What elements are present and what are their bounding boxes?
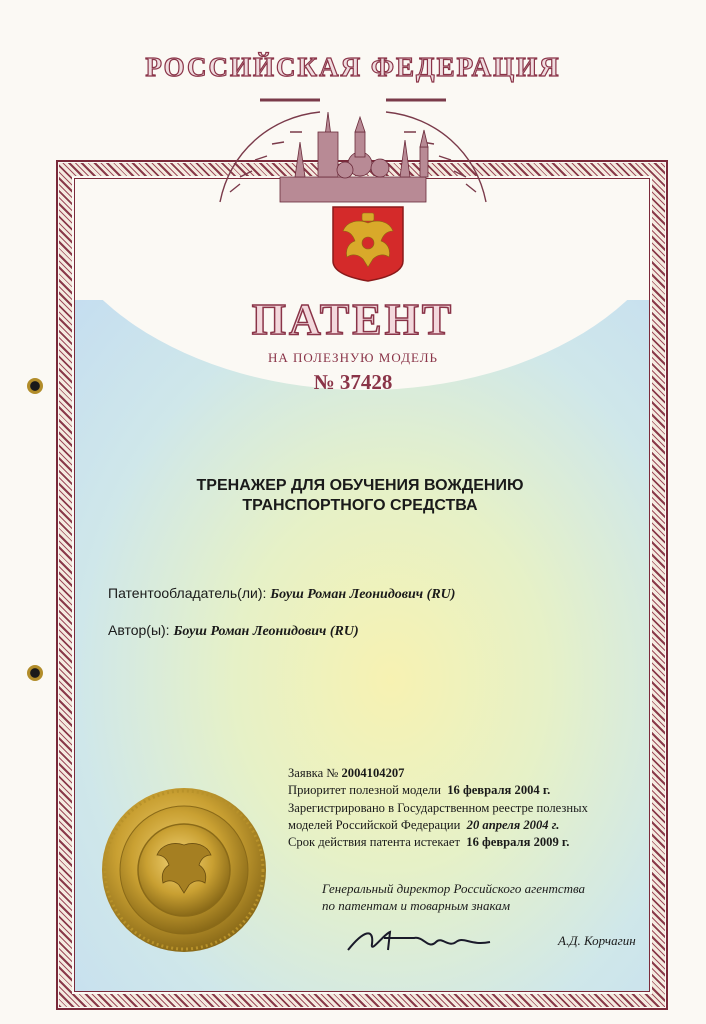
invention-title-line-2: ТРАНСПОРТНОГО СРЕДСТВА bbox=[242, 497, 478, 514]
priority-row bbox=[288, 782, 648, 799]
binder-hole-bottom-icon bbox=[27, 665, 43, 681]
expiry-row bbox=[288, 834, 648, 851]
gold-seal-icon bbox=[99, 785, 269, 955]
registered-line-2: моделей Российской Федерации bbox=[288, 817, 461, 832]
registered-line-1: Зарегистрировано в Государственном реестре полезных bbox=[288, 800, 588, 815]
invention-title-line-1: ТРЕНАЖЕР ДЛЯ ОБУЧЕНИЯ ВОЖДЕНИЮ bbox=[196, 477, 524, 494]
patentee-field bbox=[108, 585, 455, 603]
document-type-heading: ПАТЕНТ bbox=[251, 295, 455, 344]
signatory-name: А.Д. Корчагин bbox=[558, 933, 636, 948]
application-label: Заявка № bbox=[288, 766, 339, 780]
country-heading: РОССИЙСКАЯ ФЕДЕРАЦИЯ bbox=[145, 52, 561, 82]
coat-of-arms-icon bbox=[331, 205, 405, 283]
invention-title bbox=[110, 476, 610, 516]
author-label: Автор(ы): bbox=[108, 622, 170, 638]
application-row bbox=[288, 765, 648, 782]
registered-row bbox=[288, 817, 648, 834]
kremlin-emblem-icon bbox=[200, 92, 506, 212]
author-field bbox=[108, 622, 359, 640]
handwritten-signature-icon bbox=[344, 920, 494, 960]
application-number: 2004104207 bbox=[341, 766, 405, 780]
author-value: Боуш Роман Леонидович (RU) bbox=[173, 624, 359, 639]
expiry-date: 16 февраля 2009 г. bbox=[466, 835, 570, 850]
registered-date: 20 апреля 2004 г. bbox=[466, 817, 560, 832]
signatory-title-line-1: Генеральный директор Российского агентства bbox=[322, 881, 586, 896]
priority-label: Приоритет полезной модели bbox=[288, 783, 441, 798]
patentee-value: Боуш Роман Леонидович (RU) bbox=[270, 587, 456, 602]
signatory-title-line-2: по патентам и товарным знакам bbox=[322, 898, 511, 913]
expiry-label: Срок действия патента истекает bbox=[288, 835, 460, 850]
patent-subtitle: НА ПОЛЕЗНУЮ МОДЕЛЬ bbox=[267, 350, 438, 365]
signatory-title bbox=[322, 880, 642, 914]
priority-date: 16 февраля 2004 г. bbox=[447, 783, 551, 798]
patent-number: № 37428 bbox=[313, 370, 393, 394]
patentee-label: Патентообладатель(ли): bbox=[108, 585, 267, 601]
registration-details bbox=[288, 765, 648, 851]
